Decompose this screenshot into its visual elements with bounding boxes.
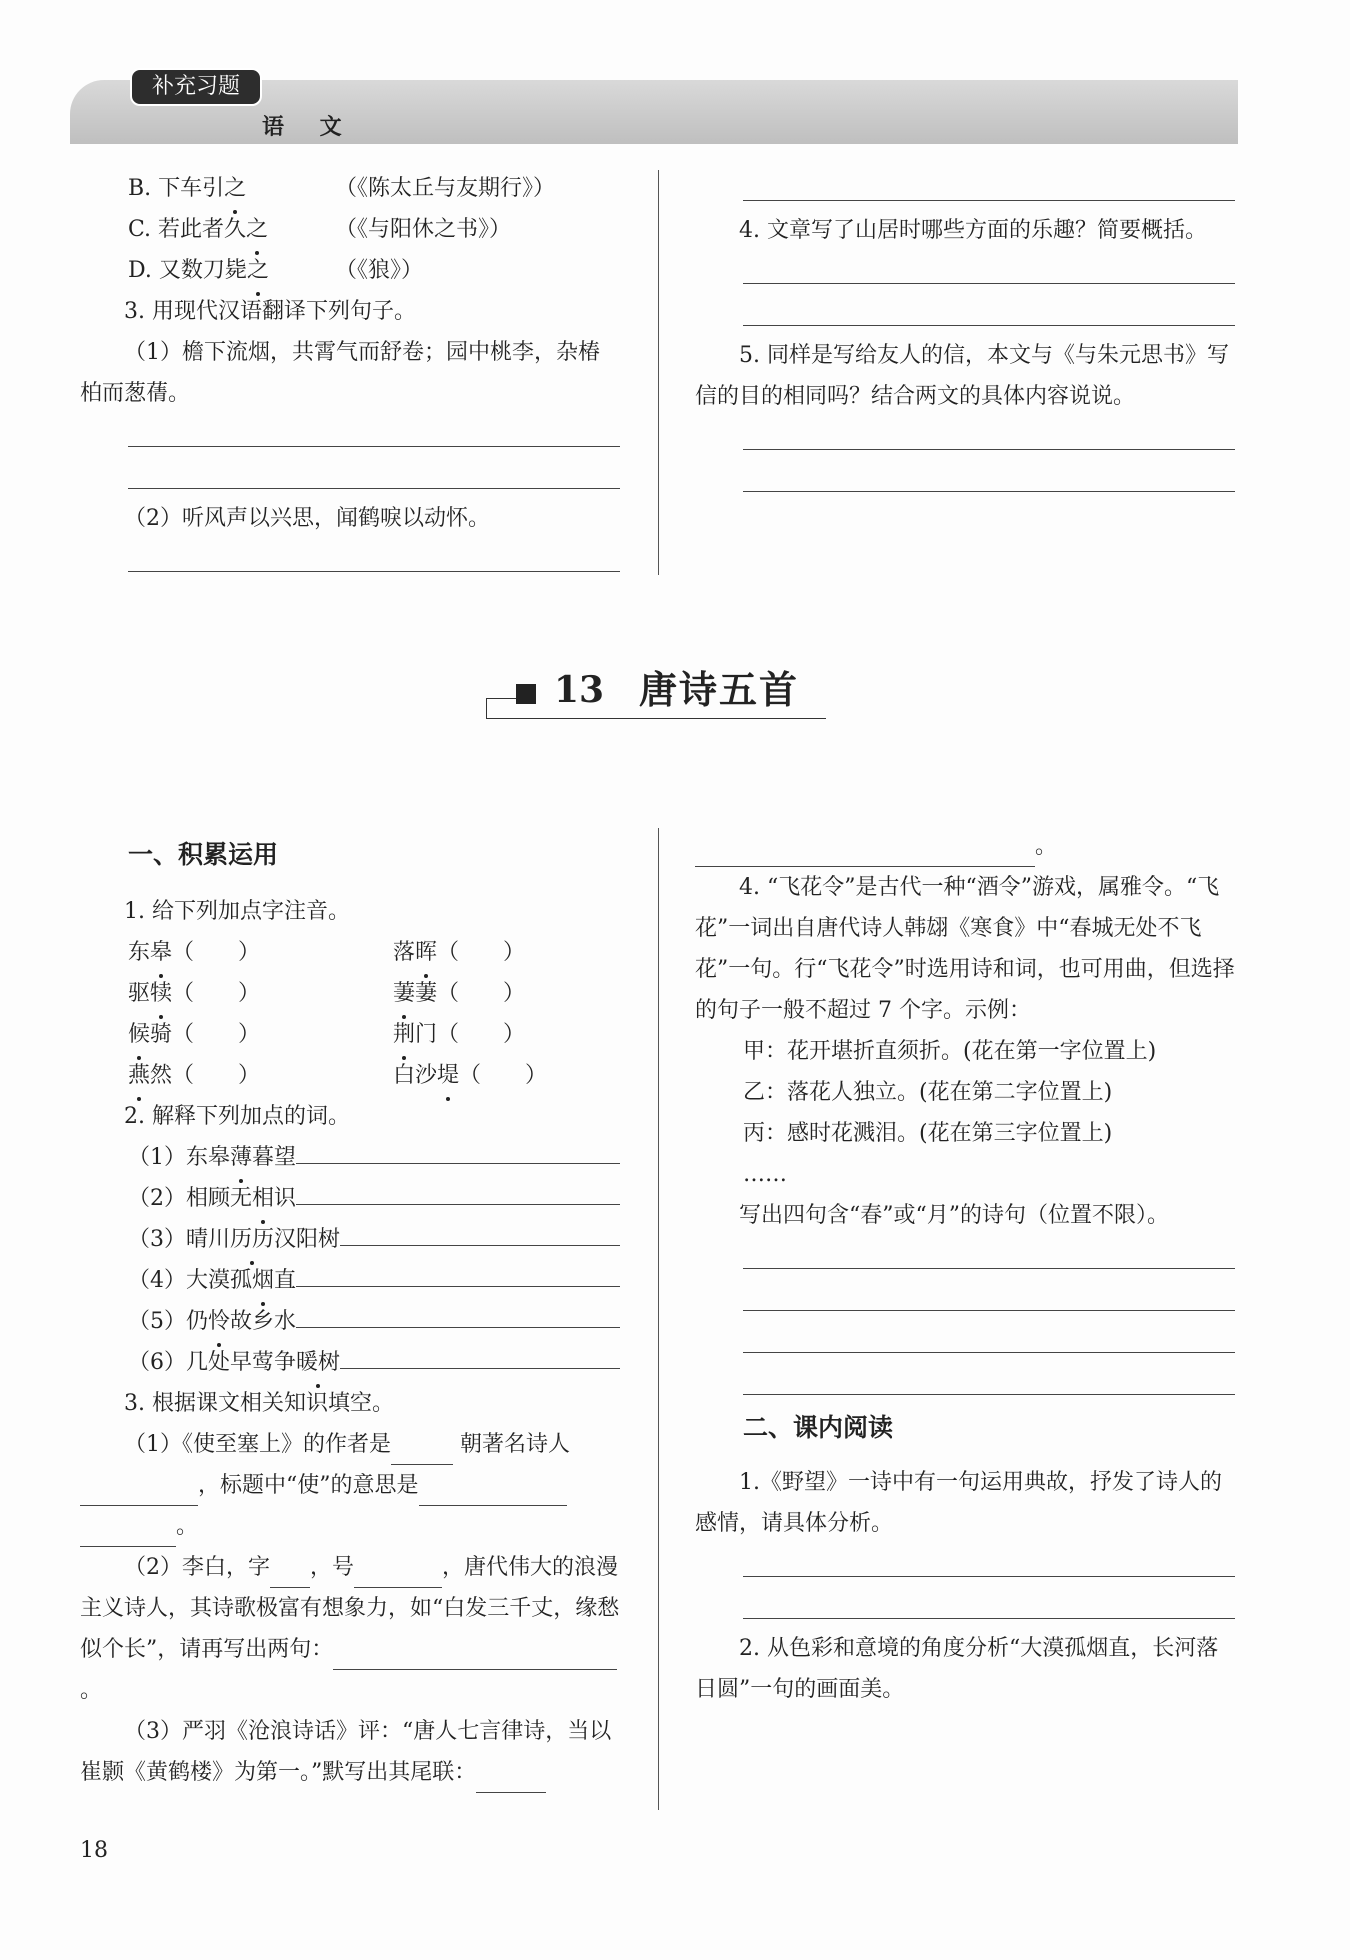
pinyin-item[interactable]: 候骑（ ） xyxy=(128,1014,393,1055)
explain-item[interactable]: （6）几处早莺争 暖树 xyxy=(80,1342,620,1383)
pinyin-grid xyxy=(80,932,620,1096)
answer-line[interactable] xyxy=(743,1362,1235,1395)
header-tab: 补充习题 xyxy=(130,68,262,106)
answer-line[interactable] xyxy=(128,456,620,489)
explain-item[interactable]: （5）仍 怜 故乡水 xyxy=(80,1301,620,1342)
section-2-heading: 二、课内阅读 xyxy=(743,1413,894,1442)
question-3-2: （2）听风声以兴思，闻鹤唳以动怀。 xyxy=(124,506,490,531)
answer-line[interactable] xyxy=(743,417,1235,450)
ellipsis: …… xyxy=(743,1162,787,1187)
answer-line[interactable] xyxy=(128,414,620,447)
blank[interactable] xyxy=(419,1479,567,1506)
column-divider xyxy=(658,170,659,575)
option-c: C. 若此者久之 （《与阳休之书》） xyxy=(80,209,620,250)
answer-line[interactable] xyxy=(743,293,1235,326)
bottom-right-column xyxy=(695,826,1235,1710)
question-3: 3. 用现代汉语翻译下列句子。 xyxy=(124,299,416,324)
blank[interactable] xyxy=(391,1438,453,1465)
question-4: 4. 文章写了山居时哪些方面的乐趣？简要概括。 xyxy=(739,218,1207,243)
column-divider xyxy=(658,828,659,1810)
header-subject: 语 文 xyxy=(262,115,356,140)
blank[interactable] xyxy=(333,1643,457,1670)
answer-line[interactable] xyxy=(743,251,1235,284)
pinyin-item[interactable]: 驱犊（ ） xyxy=(128,973,393,1014)
option-d: D. 又数刀毙之 （《狼》） xyxy=(80,250,620,291)
title-decoration xyxy=(486,698,487,718)
blank[interactable] xyxy=(476,1766,546,1793)
question-4-task: 写出四句含“春”或“月”的诗句（位置不限）。 xyxy=(739,1203,1169,1228)
question-3: 3. 根据课文相关知识填空。 xyxy=(124,1391,394,1416)
blank[interactable] xyxy=(80,1479,198,1506)
question-5: 5. 同样是写给友人的信，本文与《与朱元思书》写信的目的相同吗？结合两文的具体内容说说。 xyxy=(695,343,1229,409)
example-a: 甲：花开堪折直须折。(花在第一字位置上) xyxy=(743,1039,1157,1064)
explain-item[interactable]: （1）东皋 薄 暮望 xyxy=(80,1137,620,1178)
reading-question-1: 1.《野望》一诗中有一句运用典故，抒发了诗人的感情，请具体分析。 xyxy=(695,1470,1222,1536)
question-3-1: （1）檐下流烟，共霄气而舒卷；园中桃李，杂椿柏而葱蒨。 xyxy=(80,340,600,406)
answer-line[interactable] xyxy=(743,1544,1235,1577)
question-3-2: （2）李白，字 ，号 ，唐代伟大的浪漫主义诗人，其诗歌极富有想象力，如“白发三千丈，缘愁似个长”，请再写出两句：。 xyxy=(80,1555,620,1703)
question-2: 2. 解释下列加点的词。 xyxy=(124,1104,350,1129)
answer-line[interactable] xyxy=(743,459,1235,492)
blank[interactable] xyxy=(695,840,1035,867)
lesson-title xyxy=(484,664,829,724)
answer-line[interactable] xyxy=(743,1236,1235,1269)
pinyin-item[interactable]: 萋萋（ ） xyxy=(393,973,623,1014)
pinyin-item[interactable]: 燕然（ ） xyxy=(128,1055,393,1096)
lesson-name: 唐诗五首 xyxy=(639,667,800,712)
page-number: 18 xyxy=(80,1838,108,1863)
option-b: B. 下车引之 （《陈太丘与友期行》） xyxy=(80,168,620,209)
title-decoration xyxy=(486,698,516,699)
pinyin-item[interactable]: 荆门（ ） xyxy=(393,1014,623,1055)
blank[interactable] xyxy=(270,1561,310,1588)
lesson-number: 13 xyxy=(554,669,605,711)
pinyin-item[interactable]: 落晖（ ） xyxy=(393,932,623,973)
bottom-left-column xyxy=(80,834,620,1793)
pinyin-item[interactable]: 白沙堤（ ） xyxy=(393,1055,623,1096)
answer-line[interactable] xyxy=(128,539,620,572)
explain-item[interactable]: （2）相顾无 相 识 xyxy=(80,1178,620,1219)
section-1-heading: 一、积累运用 xyxy=(128,840,279,869)
answer-line[interactable] xyxy=(743,1278,1235,1311)
reading-question-2: 2. 从色彩和意境的角度分析“大漠孤烟直，长河落日圆”一句的画面美。 xyxy=(695,1636,1219,1702)
top-right-column xyxy=(695,168,1235,501)
explain-item[interactable]: （3）晴川 历历 汉阳树 xyxy=(80,1219,620,1260)
answer-line[interactable] xyxy=(743,168,1235,201)
answer-line[interactable] xyxy=(743,1586,1235,1619)
blank[interactable] xyxy=(457,1643,617,1670)
title-underline xyxy=(486,718,826,719)
example-c: 丙：感时花溅泪。(花在第三字位置上) xyxy=(743,1121,1113,1146)
question-3-3: （3）严羽《沧浪诗话》评：“唐人七言律诗，当以崔颢《黄鹤楼》为第一。”默写出其尾联： xyxy=(80,1711,620,1793)
top-left-column xyxy=(80,168,620,581)
blank[interactable] xyxy=(80,1520,176,1547)
title-square-icon xyxy=(516,684,536,704)
explain-item[interactable]: （4）大漠孤 烟 直 xyxy=(80,1260,620,1301)
continued-answer: 。 xyxy=(695,826,1235,867)
pinyin-item[interactable]: 东皋（ ） xyxy=(128,932,393,973)
example-b: 乙：落花人独立。(花在第二字位置上) xyxy=(743,1080,1113,1105)
question-1: 1. 给下列加点字注音。 xyxy=(124,899,350,924)
question-4: 4. “飞花令”是古代一种“酒令”游戏，属雅令。“飞花”一词出自唐代诗人韩翃《寒食》中“春城无处不飞花”一句。行“飞花令”时选用诗和词，也可用曲，但选择的句子一般不超过 7 个字。示例： xyxy=(695,875,1235,1023)
question-3-1: （1）《使至塞上》的作者是 朝著名诗人，标题中“使”的意思是。 xyxy=(80,1424,620,1547)
blank[interactable] xyxy=(354,1561,442,1588)
answer-line[interactable] xyxy=(743,1320,1235,1353)
